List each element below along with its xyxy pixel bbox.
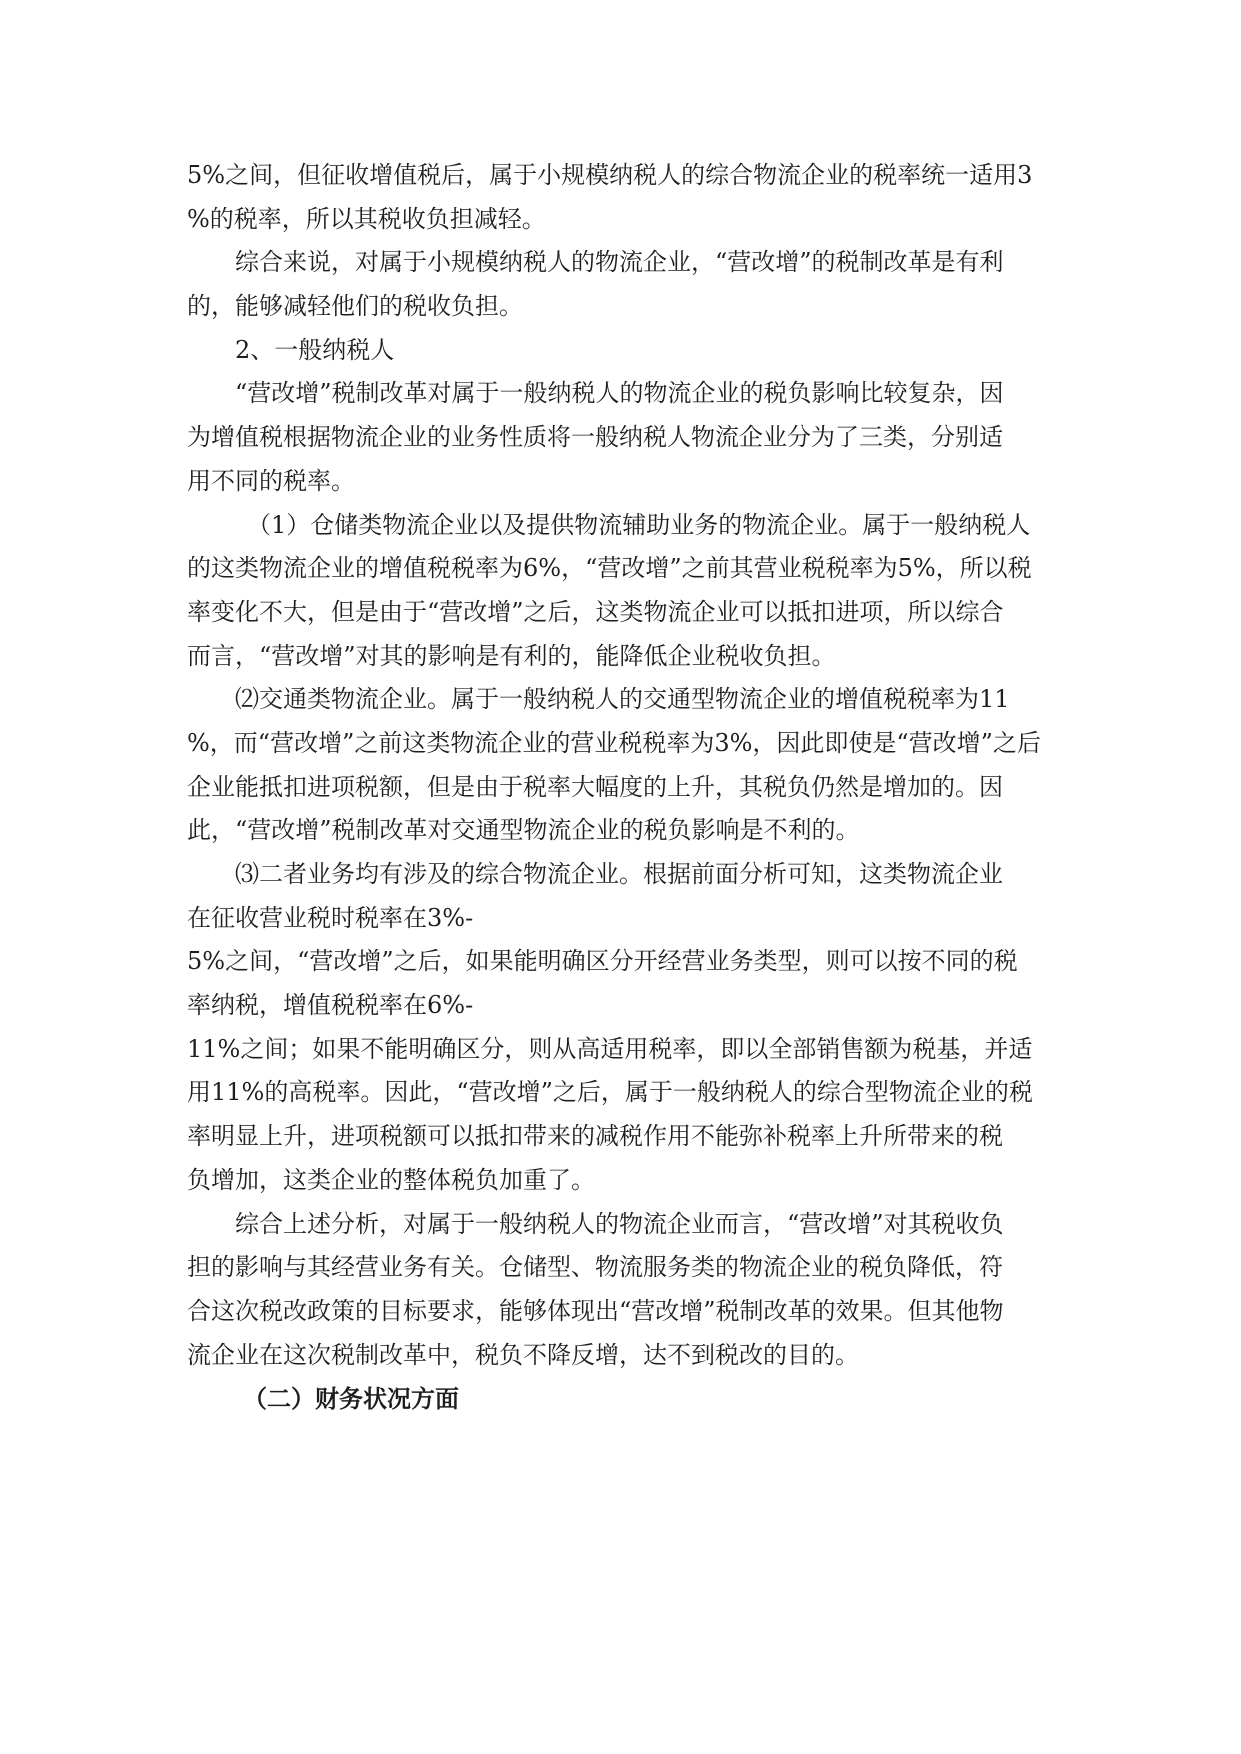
body-text xyxy=(187,154,1057,1421)
text-line: 用11%的高税率。因此，“营改增”之后，属于一般纳税人的综合型物流企业的税 xyxy=(187,1078,1033,1107)
section-heading: （二）财务状况方面 xyxy=(243,1384,459,1414)
paragraph-transport-logistics xyxy=(187,678,1057,853)
text-line: 的，能够减轻他们的税收负担。 xyxy=(187,292,523,321)
text-line: ⑶二者业务均有涉及的综合物流企业。根据前面分析可知，这类物流企业 xyxy=(235,860,1003,888)
text-line: 此，“营改增”税制改革对交通型物流企业的税负影响是不利的。 xyxy=(187,816,860,845)
text-line: %，而“营改增”之前这类物流企业的营业税税率为3%，因此即使是“营改增”之后 xyxy=(187,728,1041,757)
text-line: 综合来说，对属于小规模纳税人的物流企业，“营改增”的税制改革是有利 xyxy=(235,248,1004,277)
paragraph-general-taxpayer-summary xyxy=(187,1203,1057,1378)
text-line: （1）仓储类物流企业以及提供物流辅助业务的物流企业。属于一般纳税人 xyxy=(247,510,1031,539)
text-line: 5%之间，但征收增值税后，属于小规模纳税人的综合物流企业的税率统一适用3 xyxy=(187,161,1033,189)
text-line: 11%之间；如果不能明确区分，则从高适用税率，即以全部销售额为税基，并适 xyxy=(187,1034,1033,1063)
paragraph-tax-rate-small-scale xyxy=(187,154,1057,241)
text-line: 2、一般纳税人 xyxy=(235,335,395,364)
text-line: 在征收营业税时税率在3%- xyxy=(187,903,474,932)
text-line: 综合上述分析，对属于一般纳税人的物流企业而言，“营改增”对其税收负 xyxy=(235,1209,1004,1238)
text-line: 率纳税，增值税税率在6%- xyxy=(187,991,474,1020)
paragraph-warehousing-logistics xyxy=(187,504,1057,679)
paragraph-comprehensive-logistics xyxy=(187,853,1057,1203)
text-line: ⑵交通类物流企业。属于一般纳税人的交通型物流企业的增值税税率为11 xyxy=(235,685,1010,714)
paragraph-small-scale-summary xyxy=(187,241,1057,328)
text-line: “营改增”税制改革对属于一般纳税人的物流企业的税负影响比较复杂，因 xyxy=(235,379,1004,408)
text-line: 负增加，这类企业的整体税负加重了。 xyxy=(187,1165,595,1194)
text-line: 流企业在这次税制改革中，税负不降反增，达不到税改的目的。 xyxy=(187,1340,859,1369)
text-line: 担的影响与其经营业务有关。仓储型、物流服务类的物流企业的税负降低，符 xyxy=(187,1253,1003,1282)
subheading-general-taxpayer xyxy=(187,329,1057,373)
text-line: 为增值税根据物流企业的业务性质将一般纳税人物流企业分为了三类，分别适 xyxy=(187,423,1003,452)
text-line: 的这类物流企业的增值税税率为6%，“营改增”之前其营业税税率为5%，所以税 xyxy=(187,554,1032,583)
text-line: 用不同的税率。 xyxy=(187,466,355,495)
text-line: 5%之间，“营改增”之后，如果能明确区分开经营业务类型，则可以按不同的税 xyxy=(187,947,1018,976)
text-line: %的税率，所以其税收负担减轻。 xyxy=(187,204,546,233)
text-line: 企业能抵扣进项税额，但是由于税率大幅度的上升，其税负仍然是增加的。因 xyxy=(187,772,1003,801)
text-line: 率变化不大，但是由于“营改增”之后，这类物流企业可以抵扣进项，所以综合 xyxy=(187,597,1004,626)
paragraph-general-taxpayer-intro xyxy=(187,372,1057,503)
text-line: 而言，“营改增”对其的影响是有利的，能降低企业税收负担。 xyxy=(187,641,836,670)
text-line: 合这次税改政策的目标要求，能够体现出“营改增”税制改革的效果。但其他物 xyxy=(187,1296,1004,1325)
text-line: 率明显上升，进项税额可以抵扣带来的减税作用不能弥补税率上升所带来的税 xyxy=(187,1122,1003,1151)
